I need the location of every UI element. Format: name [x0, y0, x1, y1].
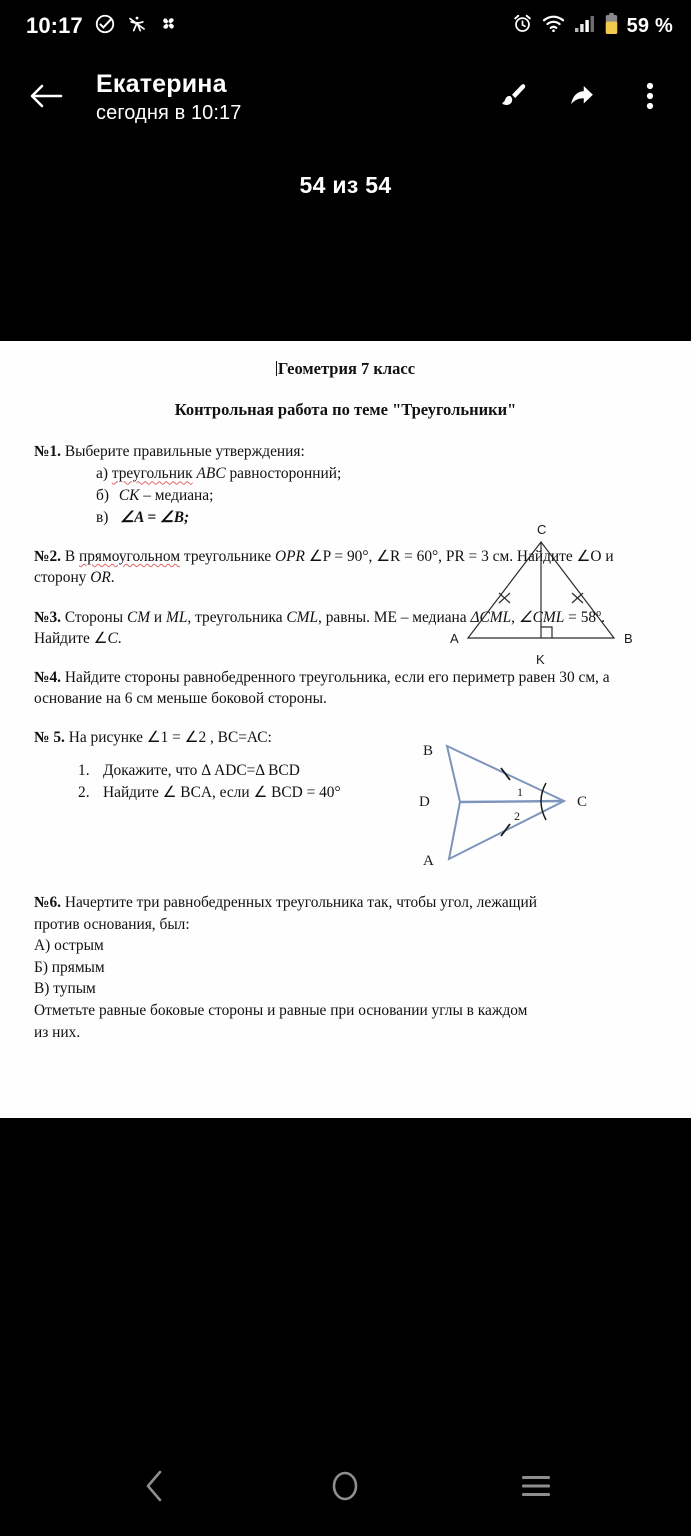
- question-3-label-1: CM: [126, 609, 151, 627]
- svg-text:B: B: [624, 631, 633, 646]
- question-3-text-e: ,: [511, 609, 515, 627]
- triangle-abdc-figure: [409, 728, 609, 884]
- brush-icon: [499, 81, 529, 116]
- svg-text:B: B: [423, 743, 434, 760]
- nav-recents-button[interactable]: [506, 1458, 566, 1518]
- question-4-number: №4.: [34, 669, 62, 687]
- question-3-label-3: CML: [286, 609, 319, 627]
- question-2-misspelled: прямоугольном: [79, 548, 181, 566]
- question-6-line-1: [34, 892, 657, 914]
- battery-percent-label: 59 %: [626, 14, 673, 37]
- page-title: Екатерина: [96, 70, 227, 99]
- share-button[interactable]: [561, 77, 603, 119]
- question-6-text-4: из них.: [34, 1023, 81, 1041]
- document-heading-2: Контрольная работа по теме "Треугольники": [174, 400, 517, 419]
- triangle-abc-figure: [438, 520, 643, 674]
- question-3-label-4: ΔCML: [470, 609, 512, 627]
- question-2-text-c: ∠P = 90°, ∠R = 60°, PR = 3 см.: [304, 548, 514, 566]
- question-3-label-6: C: [107, 629, 118, 647]
- subitem-text: Найдите ∠ BCA, если ∠ BCD = 40°: [103, 784, 341, 802]
- option-text-misspelled: треугольник: [111, 465, 193, 483]
- question-2-text-b: треугольнике: [180, 548, 276, 566]
- option-label: ABC: [196, 465, 226, 483]
- option-text: – медиана;: [143, 487, 214, 505]
- clock-check-icon: [94, 13, 116, 40]
- option-label: ∠A = ∠B;: [120, 508, 190, 526]
- question-3-text-h: .: [117, 629, 122, 647]
- nav-home-icon: [329, 1469, 361, 1508]
- page-subtitle: сегодня в 10:17: [96, 101, 242, 124]
- back-button[interactable]: [18, 70, 74, 126]
- page-counter: 54 из 54: [299, 172, 392, 198]
- question-4-text: Найдите стороны равнобедренного треугольника, если его периметр равен 30 см, а основание на 6 см меньше боковой стороны.: [34, 669, 610, 707]
- alarm-icon: [512, 13, 533, 39]
- svg-text:A: A: [423, 853, 434, 870]
- document-content: [0, 341, 691, 1043]
- option-label: CK: [118, 487, 140, 505]
- question-5: [34, 728, 657, 878]
- app-bar: [0, 52, 691, 144]
- pinwheel-icon: [158, 13, 179, 39]
- question-3-degree-sup: о: [596, 608, 602, 620]
- text-caret: [276, 361, 277, 376]
- option-mark: б): [96, 487, 109, 505]
- app-bar-titles: [96, 70, 493, 126]
- nav-back-button[interactable]: [125, 1458, 185, 1518]
- navigation-bar: [0, 1440, 691, 1536]
- svg-text:K: K: [536, 652, 545, 667]
- question-3-label-2: ML: [166, 609, 188, 627]
- svg-text:1: 1: [517, 785, 523, 800]
- question-1-option-a: [96, 463, 657, 485]
- question-4: [34, 668, 657, 709]
- question-3-text-b: и: [150, 609, 167, 627]
- document-page[interactable]: [0, 341, 691, 1118]
- question-2-text-e: .: [110, 568, 115, 586]
- battery-icon: [605, 13, 618, 40]
- question-6-text-3: Отметьте равные боковые стороны и равные при основании углы в каждом: [34, 1002, 528, 1020]
- status-bar-right: [512, 13, 673, 40]
- question-6: [34, 892, 657, 1043]
- question-5-number: № 5.: [34, 729, 65, 747]
- question-1-option-b: [96, 485, 657, 507]
- subitem-text: Докажите, что Δ ADC=Δ BCD: [103, 761, 300, 779]
- question-6-option-v: В) тупым: [34, 980, 96, 998]
- page-counter-wrap: [0, 144, 691, 199]
- option-mark: в): [96, 508, 109, 526]
- status-bar: [0, 0, 691, 52]
- question-5-text: На рисунке ∠1 = ∠2 , ВС=АС:: [68, 729, 272, 747]
- svg-text:C: C: [577, 794, 588, 811]
- question-2-number: №2.: [34, 548, 62, 566]
- back-arrow-icon: [29, 82, 63, 115]
- question-3-text-g: . Найдите ∠: [34, 609, 605, 647]
- subitem-mark: 1.: [78, 761, 90, 779]
- question-3-text-d: , равны. ME – медиана: [318, 609, 471, 627]
- question-2-label: OPR: [275, 548, 305, 566]
- question-6-option-a: А) острым: [34, 937, 104, 955]
- status-clock: 10:17: [26, 13, 83, 38]
- question-2-label-2: OR: [90, 568, 111, 586]
- status-bar-left: [26, 13, 179, 40]
- question-2-text-a: В: [64, 548, 79, 566]
- question-2: [34, 547, 657, 588]
- document-heading-1-text: Геометрия 7 класс: [277, 359, 416, 378]
- svg-text:C: C: [537, 522, 547, 537]
- brush-button[interactable]: [493, 77, 535, 119]
- question-6-text-2: против основания, был:: [34, 915, 190, 933]
- wifi-icon: [542, 14, 565, 38]
- svg-text:D: D: [419, 794, 430, 811]
- subitem-mark: 2.: [78, 784, 90, 802]
- question-3-text-c: , треугольника: [187, 609, 287, 627]
- document-heading-1: [34, 359, 657, 379]
- svg-text:A: A: [450, 631, 459, 646]
- nav-home-button[interactable]: [315, 1458, 375, 1518]
- option-text: равносторонний;: [229, 465, 342, 483]
- nav-recents-icon: [520, 1473, 552, 1504]
- nav-back-icon: [142, 1469, 168, 1508]
- app-bar-actions: [493, 77, 671, 119]
- black-spacer: [0, 199, 691, 292]
- more-options-icon: [646, 81, 654, 116]
- question-1-options: [96, 463, 657, 528]
- question-6-text-1: Начертите три равнобедренных треугольника так, чтобы угол, лежащий: [64, 894, 537, 912]
- question-1-number: №1.: [34, 443, 62, 460]
- share-icon: [566, 81, 598, 116]
- question-6-option-b: Б) прямым: [34, 958, 105, 976]
- question-3: [34, 607, 657, 649]
- do-not-disturb-icon: [127, 13, 147, 40]
- question-3-number: №3.: [34, 609, 62, 627]
- cellular-signal-icon: [574, 14, 596, 38]
- more-options-button[interactable]: [629, 77, 671, 119]
- question-3-text-f: = 58: [564, 609, 597, 627]
- question-6-number: №6.: [34, 894, 62, 912]
- question-3-label-5: ∠CML: [518, 609, 565, 627]
- question-2-text-d: Найдите ∠O и сторону: [34, 548, 614, 586]
- svg-text:2: 2: [514, 809, 520, 824]
- option-mark: а): [96, 465, 108, 483]
- question-1-text: Выберите правильные утверждения:: [64, 443, 305, 460]
- question-3-text-a: Стороны: [64, 609, 127, 627]
